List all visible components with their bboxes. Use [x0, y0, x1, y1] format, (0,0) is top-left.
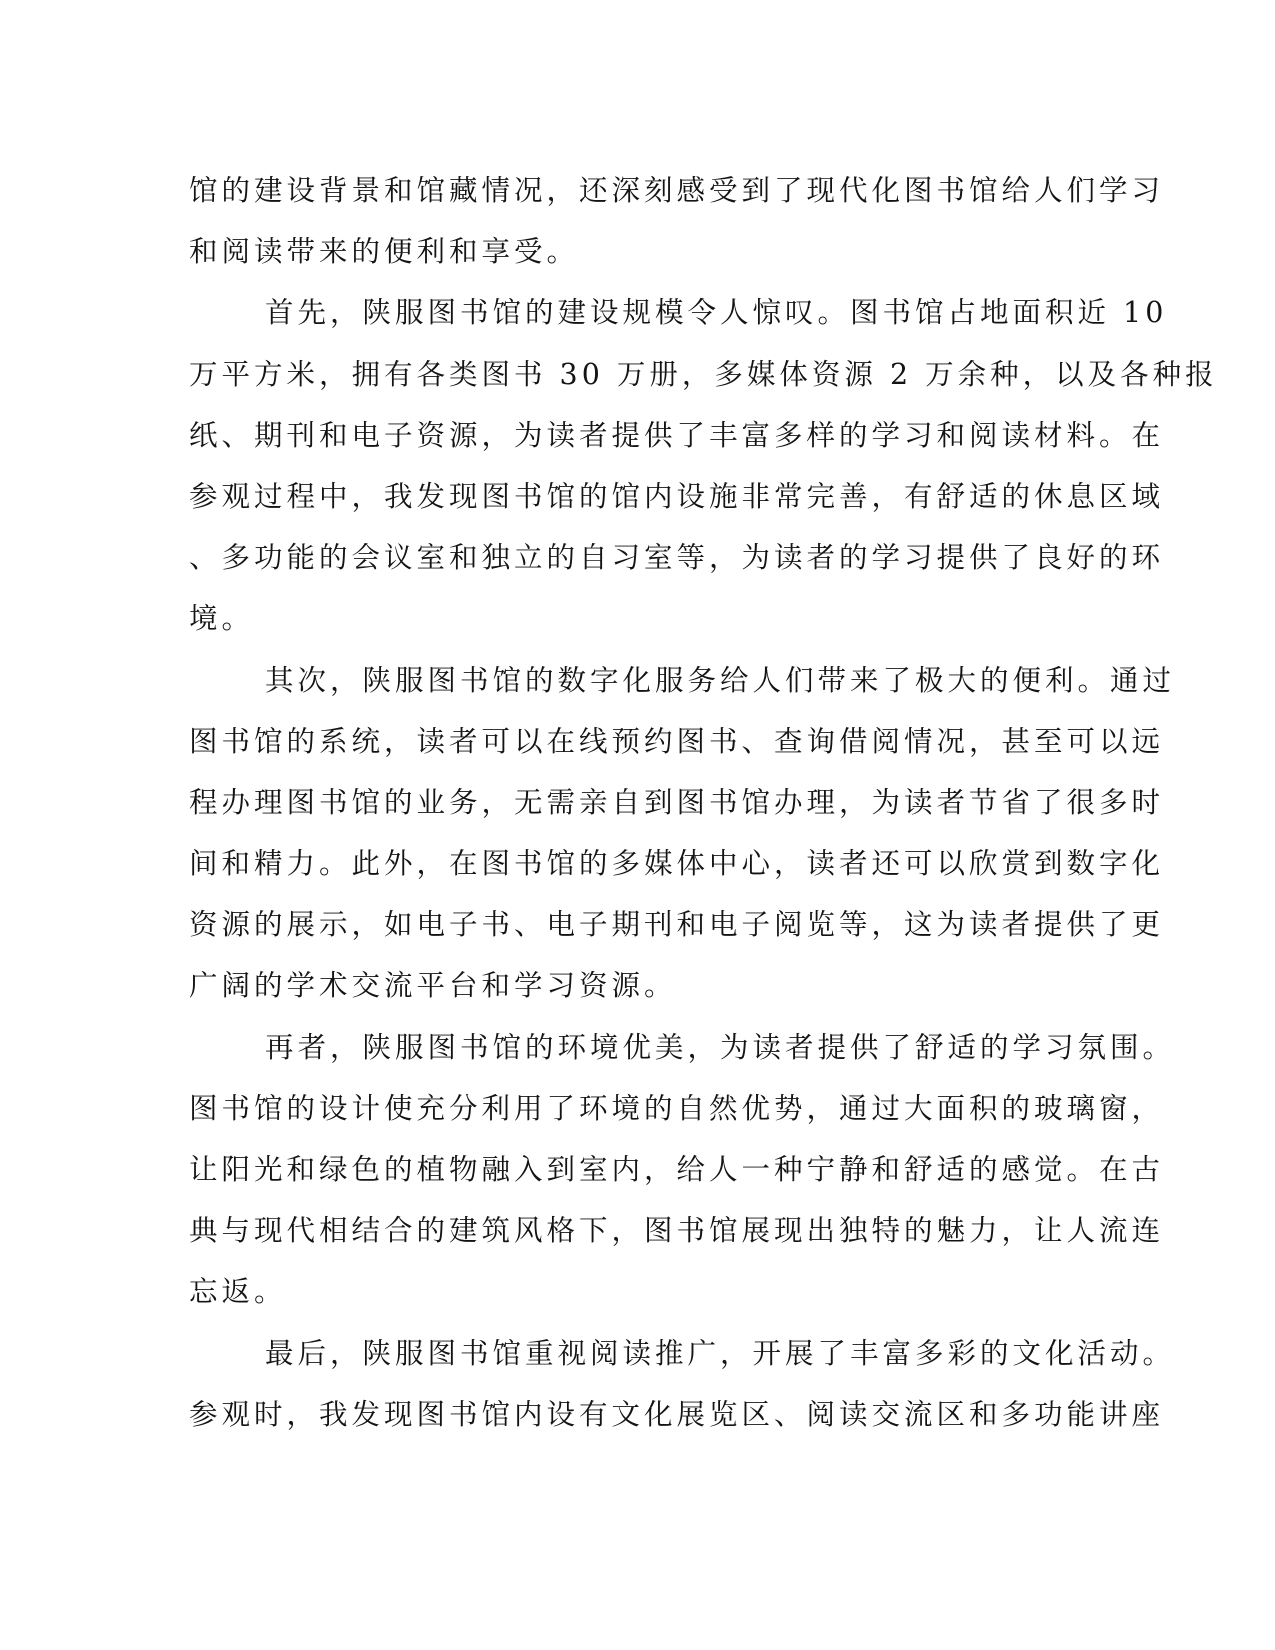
- text-line: 忘返。: [189, 1275, 287, 1309]
- text-line: 万平方米，拥有各类图书 30 万册，多媒体资源 2 万余种，以及各种报: [189, 357, 1218, 391]
- text-line: 参观时，我发现图书馆内设有文化展览区、阅读交流区和多功能讲座: [189, 1397, 1165, 1431]
- paragraph-first-line: 其次，陕服图书馆的数字化服务给人们带来了极大的便利。通过: [265, 663, 1176, 697]
- text-line: 广阔的学术交流平台和学习资源。: [189, 969, 677, 1003]
- text-line: 图书馆的设计使充分利用了环境的自然优势，通过大面积的玻璃窗，: [189, 1091, 1165, 1125]
- text-line: 间和精力。此外，在图书馆的多媒体中心，读者还可以欣赏到数字化: [189, 847, 1165, 881]
- text-line: 、多功能的会议室和独立的自习室等，为读者的学习提供了良好的环: [189, 541, 1165, 575]
- text-line: 和阅读带来的便利和享受。: [189, 235, 580, 269]
- paragraph-first-line: 首先，陕服图书馆的建设规模令人惊叹。图书馆占地面积近 10: [265, 296, 1168, 330]
- paragraph-first-line: 最后，陕服图书馆重视阅读推广，开展了丰富多彩的文化活动。: [265, 1336, 1176, 1370]
- text-line: 让阳光和绿色的植物融入到室内，给人一种宁静和舒适的感觉。在古: [189, 1153, 1165, 1186]
- text-line: 馆的建设背景和馆藏情况，还深刻感受到了现代化图书馆给人们学习: [189, 174, 1165, 207]
- text-line: 程办理图书馆的业务，无需亲自到图书馆办理，为读者节省了很多时: [189, 785, 1165, 819]
- text-line: 典与现代相结合的建筑风格下，图书馆展现出独特的魅力，让人流连: [189, 1214, 1165, 1248]
- text-line: 资源的展示，如电子书、电子期刊和电子阅览等，这为读者提供了更: [189, 908, 1165, 942]
- paragraph-first-line: 再者，陕服图书馆的环境优美，为读者提供了舒适的学习氛围。: [265, 1030, 1176, 1064]
- text-line: 图书馆的系统，读者可以在线预约图书、查询借阅情况，甚至可以远: [189, 724, 1165, 758]
- text-line: 境。: [189, 602, 255, 636]
- text-line: 参观过程中，我发现图书馆的馆内设施非常完善，有舒适的休息区域: [189, 479, 1165, 513]
- text-line: 纸、期刊和电子资源，为读者提供了丰富多样的学习和阅读材料。在: [189, 418, 1165, 452]
- document-body: [189, 160, 1218, 1445]
